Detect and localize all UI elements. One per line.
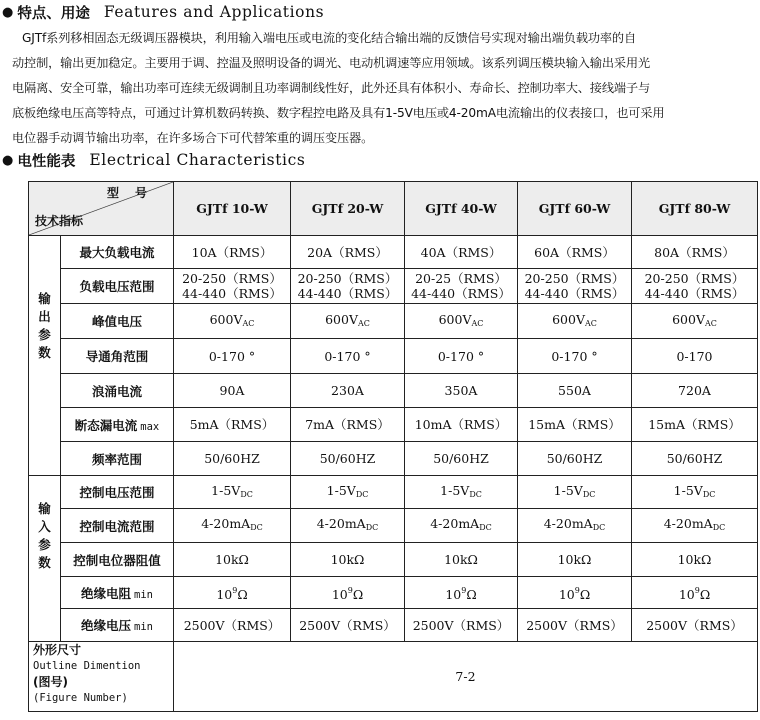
output-group-cell — [29, 236, 61, 476]
value-line: 44-440（RMS） — [297, 286, 398, 301]
value-cell: 7mA（RMS） — [291, 408, 405, 442]
electrical-title-en: Electrical Characteristics — [89, 151, 306, 169]
parameter-name: 控制电流范围 — [79, 518, 155, 534]
value-subscript: DC — [712, 523, 726, 532]
value-cell: 0-170 — [632, 339, 758, 374]
value-main: 4-20mA — [663, 516, 713, 531]
parameter-name: 绝缘电压 — [81, 618, 132, 633]
value-main: 1-5V — [673, 482, 703, 498]
value-cell: 0-170 ° — [405, 339, 518, 374]
table-row — [29, 304, 758, 339]
value-cell — [632, 269, 758, 304]
value-cell — [174, 304, 291, 339]
parameter-label — [61, 408, 174, 442]
value-cell: 40A（RMS） — [405, 236, 518, 269]
model-header: GJTf 20-W — [291, 182, 405, 236]
parameter-name: 峰值电压 — [91, 314, 142, 329]
value-main: 600V — [209, 311, 243, 327]
value-cell: 2500V（RMS） — [632, 609, 758, 642]
value-cell — [174, 269, 291, 304]
value-cell: 10A（RMS） — [174, 236, 291, 269]
corner-spec-label: 技术指标 — [35, 214, 84, 228]
value-base: 10 — [331, 587, 348, 602]
parameter-label — [61, 509, 174, 543]
footer-label-line: 外形尺寸 — [33, 643, 82, 657]
parameter-suffix: min — [134, 588, 153, 601]
parameter-label — [61, 577, 174, 609]
value-cell — [518, 577, 632, 609]
description-line: 底板绝缘电压高等特点，可通过计算机数码转换、数字程控电路及具有1-5V电压或4-20mA电流输出的仪表接口，也可采用 — [12, 106, 665, 120]
value-line: 20-250（RMS） — [297, 271, 398, 286]
corner-model-label: 型号 — [106, 186, 163, 200]
value-cell: 15mA（RMS） — [518, 408, 632, 442]
value-main: 600V — [438, 311, 472, 327]
corner-cell — [29, 182, 174, 236]
description-paragraph — [12, 26, 758, 151]
value-exponent: 9 — [461, 586, 467, 595]
value-subscript: DC — [250, 523, 263, 532]
value-subscript: DC — [240, 489, 253, 499]
table-body — [29, 182, 758, 712]
value-cell — [405, 269, 518, 304]
footer-label-line: (Figure Number) — [33, 692, 128, 704]
table-row — [29, 609, 758, 642]
value-cell: 230A — [291, 374, 405, 408]
features-title-zh: 特点、用途 — [17, 5, 90, 22]
features-heading — [2, 0, 324, 24]
group-label: 输出参数 — [38, 291, 51, 360]
table-row — [29, 269, 758, 304]
value-cell — [632, 577, 758, 609]
value-cell: 60A（RMS） — [518, 236, 632, 269]
value-cell — [518, 304, 632, 339]
value-cell — [632, 476, 758, 509]
parameter-name: 导通角范围 — [85, 349, 149, 364]
parameter-name: 浪涌电流 — [91, 383, 142, 399]
value-line: 44-440（RMS） — [644, 286, 745, 301]
value-main: 1-5V — [211, 482, 241, 498]
table-row — [29, 442, 758, 476]
value-cell — [405, 509, 518, 543]
value-cell — [291, 509, 405, 543]
value-cell: 50/60HZ — [405, 442, 518, 476]
value-unit: Ω — [352, 587, 364, 602]
table-row — [29, 339, 758, 374]
parameter-suffix: min — [134, 621, 153, 633]
parameter-name: 负载电压范围 — [79, 279, 155, 294]
value-line: 20-25（RMS） — [415, 271, 507, 286]
input-group-cell — [29, 476, 61, 642]
parameter-label — [61, 374, 174, 408]
value-subscript: DC — [592, 523, 606, 532]
table-header-row — [29, 182, 758, 236]
value-cell — [291, 577, 405, 609]
parameter-label — [61, 269, 174, 304]
value-cell: 550A — [518, 374, 632, 408]
parameter-name: 频率范围 — [91, 451, 142, 467]
value-base: 10 — [558, 587, 575, 602]
value-cell: 10kΩ — [174, 543, 291, 577]
value-cell — [632, 304, 758, 339]
value-cell: 2500V（RMS） — [291, 609, 405, 642]
value-line: 44-440（RMS） — [524, 286, 625, 301]
model-header: GJTf 80-W — [632, 182, 758, 236]
parameter-name: 最大负载电流 — [79, 245, 155, 260]
parameter-label — [61, 543, 174, 577]
value-main: 600V — [552, 311, 585, 327]
value-subscript: DC — [365, 523, 379, 532]
value-line: 20-250（RMS） — [644, 271, 745, 286]
electrical-heading — [2, 148, 305, 172]
model-header: GJTf 10-W — [174, 182, 291, 236]
value-cell: 10kΩ — [405, 543, 518, 577]
value-main: 4-20mA — [316, 516, 366, 531]
table-row — [29, 476, 758, 509]
value-cell — [291, 269, 405, 304]
table-row — [29, 577, 758, 609]
value-unit: Ω — [466, 587, 477, 602]
parameter-name: 控制电压范围 — [79, 485, 155, 500]
figure-number-value: 7-2 — [174, 642, 758, 712]
value-main: 4-20mA — [543, 516, 593, 531]
value-cell — [405, 577, 518, 609]
parameter-label — [61, 609, 174, 642]
table-row — [29, 374, 758, 408]
outline-dimension-label — [29, 642, 174, 712]
value-cell: 10mA（RMS） — [405, 408, 518, 442]
value-subscript: AC — [242, 318, 255, 328]
table-row — [29, 408, 758, 442]
value-exponent: 9 — [694, 586, 700, 595]
parameter-label — [61, 304, 174, 339]
description-line: GJTf系列移相固态无级调压器模块，利用输入端电压或电流的变化结合输出端的反馈信号实现对输出端负载功率的自 — [22, 31, 637, 45]
value-subscript: DC — [469, 489, 482, 499]
value-line: 44-440（RMS） — [411, 286, 511, 301]
bullet-icon: ● — [2, 4, 14, 20]
table-row — [29, 236, 758, 269]
value-cell: 0-170 ° — [174, 339, 291, 374]
description-line: 电隔离、安全可靠，输出功率可连续无级调制且功率调制线性好，此外还具有体积小、寿命长、控制功率大、接线端子与 — [12, 81, 650, 95]
value-cell: 720A — [632, 374, 758, 408]
parameter-label — [61, 339, 174, 374]
value-cell: 0-170 ° — [518, 339, 632, 374]
value-cell: 10kΩ — [632, 543, 758, 577]
bullet-icon: ● — [2, 152, 14, 168]
value-cell: 80A（RMS） — [632, 236, 758, 269]
value-cell: 350A — [405, 374, 518, 408]
value-subscript: AC — [471, 318, 484, 328]
electrical-title-zh: 电性能表 — [17, 153, 76, 170]
value-base: 10 — [678, 587, 695, 602]
footer-row — [29, 642, 758, 712]
value-cell — [518, 269, 632, 304]
value-subscript: AC — [584, 318, 597, 328]
value-base: 10 — [216, 587, 233, 602]
value-cell: 10kΩ — [518, 543, 632, 577]
value-exponent: 9 — [574, 586, 580, 595]
group-label: 输入参数 — [38, 501, 51, 570]
value-main: 600V — [325, 311, 358, 327]
value-line: 20-250（RMS） — [182, 271, 282, 286]
value-cell — [518, 509, 632, 543]
value-subscript: AC — [357, 318, 370, 328]
value-cell: 0-170 ° — [291, 339, 405, 374]
table-row — [29, 543, 758, 577]
parameter-suffix: max — [140, 420, 160, 433]
footer-label-line: (图号) — [33, 675, 68, 689]
value-unit: Ω — [237, 587, 248, 602]
value-main: 1-5V — [553, 482, 583, 498]
electrical-table — [28, 181, 758, 712]
description-line: 电位器手动调节输出功率，在许多场合下可代替笨重的调压变压器。 — [12, 131, 374, 145]
value-cell — [632, 509, 758, 543]
description-line: 动控制，输出更加稳定。主要用于调、控温及照明设备的调光、电动机调速等应用领域。该系列调压模块输入输出采用光 — [12, 56, 650, 70]
value-cell — [174, 509, 291, 543]
value-main: 1-5V — [326, 482, 356, 498]
parameter-label — [61, 442, 174, 476]
table-row — [29, 509, 758, 543]
footer-label-line: Outline Dimention — [33, 660, 141, 672]
value-line: 20-250（RMS） — [524, 271, 625, 286]
parameter-name: 控制电位器阻值 — [73, 552, 161, 568]
value-base: 10 — [445, 587, 462, 602]
value-exponent: 9 — [347, 586, 353, 595]
value-cell: 10kΩ — [291, 543, 405, 577]
value-main: 1-5V — [440, 482, 470, 498]
value-main: 4-20mA — [430, 516, 480, 531]
value-unit: Ω — [699, 587, 711, 602]
value-subscript: DC — [355, 489, 369, 499]
value-subscript: DC — [479, 523, 492, 532]
parameter-label — [61, 476, 174, 509]
value-subscript: AC — [704, 318, 717, 328]
value-cell — [405, 304, 518, 339]
value-cell — [291, 304, 405, 339]
value-cell: 15mA（RMS） — [632, 408, 758, 442]
value-cell — [405, 476, 518, 509]
value-cell: 5mA（RMS） — [174, 408, 291, 442]
parameter-name: 断态漏电流 — [74, 417, 138, 433]
value-cell: 90A — [174, 374, 291, 408]
value-unit: Ω — [579, 587, 591, 602]
value-cell: 2500V（RMS） — [405, 609, 518, 642]
value-subscript: DC — [582, 489, 596, 499]
value-line: 44-440（RMS） — [182, 286, 282, 301]
model-header: GJTf 40-W — [405, 182, 518, 236]
value-cell — [291, 476, 405, 509]
value-cell — [174, 577, 291, 609]
value-main: 4-20mA — [201, 516, 251, 531]
value-exponent: 9 — [232, 586, 238, 595]
value-cell: 50/60HZ — [174, 442, 291, 476]
value-cell: 50/60HZ — [632, 442, 758, 476]
features-title-en: Features and Applications — [103, 3, 325, 21]
value-cell: 2500V（RMS） — [518, 609, 632, 642]
value-cell: 2500V（RMS） — [174, 609, 291, 642]
model-header: GJTf 60-W — [518, 182, 632, 236]
value-cell — [518, 476, 632, 509]
value-cell: 20A（RMS） — [291, 236, 405, 269]
value-cell — [174, 476, 291, 509]
value-cell: 50/60HZ — [291, 442, 405, 476]
value-cell: 50/60HZ — [518, 442, 632, 476]
parameter-name: 绝缘电阻 — [81, 585, 132, 601]
value-subscript: DC — [702, 489, 716, 499]
parameter-label — [61, 236, 174, 269]
value-main: 600V — [672, 311, 705, 327]
